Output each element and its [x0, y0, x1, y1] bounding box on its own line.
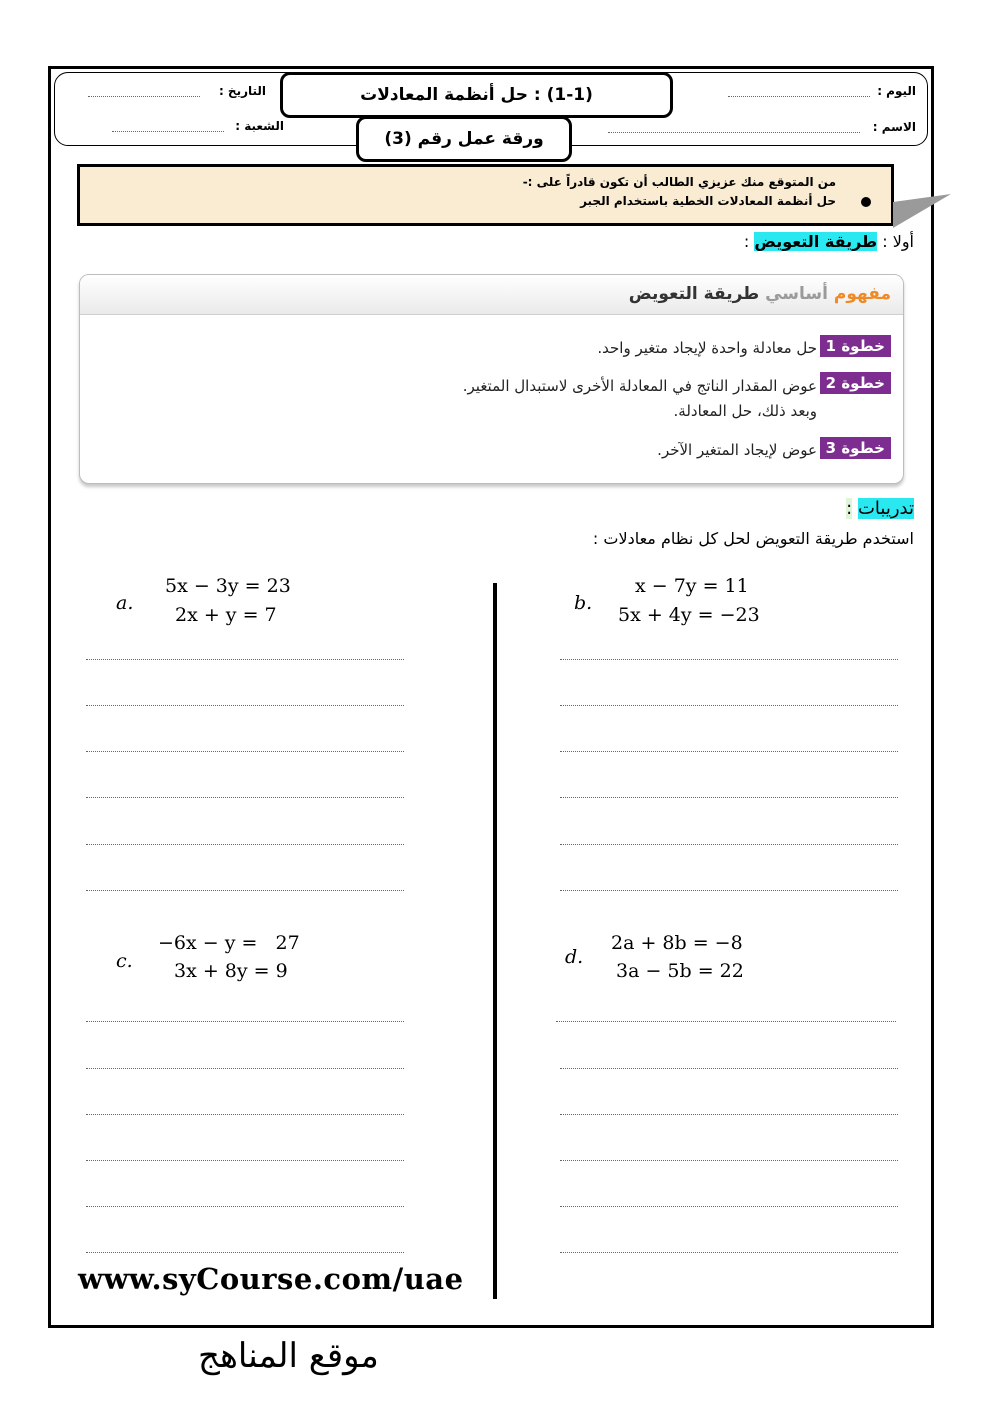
- section-prefix: أولا :: [882, 232, 914, 251]
- problem-b-label: b.: [574, 592, 593, 614]
- section-substitution-heading: [744, 232, 914, 251]
- problem-d-label: d.: [565, 946, 584, 968]
- problem-a-eq1: 5x − 3y = 23: [165, 575, 291, 597]
- problem-c-label: c.: [116, 950, 133, 972]
- answer-line[interactable]: [560, 1252, 898, 1253]
- answer-line[interactable]: [86, 1068, 404, 1069]
- worksheet-number: ورقة عمل رقم (3): [356, 116, 572, 162]
- answer-line[interactable]: [560, 1114, 898, 1115]
- answer-line[interactable]: [560, 1068, 898, 1069]
- answer-line[interactable]: [560, 1160, 898, 1161]
- key-concept-header: [80, 275, 903, 315]
- concept-title: طريقة التعويض: [628, 284, 760, 304]
- answer-line[interactable]: [560, 844, 898, 845]
- answer-line[interactable]: [560, 890, 898, 891]
- answer-line[interactable]: [86, 1206, 404, 1207]
- step-3-badge: خطوة 3: [820, 437, 891, 459]
- concept-word-2: أساسي: [765, 284, 828, 304]
- answer-line[interactable]: [86, 890, 404, 891]
- answer-line[interactable]: [560, 705, 898, 706]
- exercises-title: تدريبات: [857, 498, 914, 519]
- step-2-badge: خطوة 2: [820, 372, 891, 394]
- step-2-text-line-1: عوض المقدار الناتج في المعادلة الأخرى لاستبدال المتغير.: [462, 377, 817, 395]
- day-field[interactable]: [728, 96, 870, 97]
- footer-site-name: موقع المناهج: [198, 1336, 379, 1376]
- problem-c-eq1: −6x − y = 27: [158, 932, 300, 954]
- step-3-text: عوض لإيجاد المتغير الآخر.: [657, 441, 817, 459]
- lesson-title: (1-1) : حل أنظمة المعادلات: [280, 72, 673, 118]
- answer-line[interactable]: [556, 1021, 896, 1022]
- objective-pointer-shape: [893, 194, 951, 228]
- date-field[interactable]: [88, 96, 200, 97]
- name-field[interactable]: [608, 132, 860, 133]
- answer-line[interactable]: [86, 705, 404, 706]
- problem-a-label: a.: [116, 592, 134, 614]
- key-concept-box: [79, 274, 904, 484]
- exercises-heading: [846, 498, 914, 519]
- page-frame: [48, 66, 934, 1328]
- problem-b-eq1: x − 7y = 11: [635, 575, 749, 597]
- problem-b-eq2: 5x + 4y = −23: [618, 604, 760, 626]
- name-label: الاسم :: [872, 120, 916, 134]
- section-suffix: :: [743, 232, 750, 251]
- answer-line[interactable]: [86, 751, 404, 752]
- footer-url[interactable]: www.syCourse.com/uae: [78, 1262, 464, 1296]
- answer-line[interactable]: [86, 659, 404, 660]
- answer-line[interactable]: [560, 1206, 898, 1207]
- exercises-colon: :: [846, 498, 853, 519]
- problem-c-eq2: 3x + 8y = 9: [174, 960, 288, 982]
- answer-line[interactable]: [560, 751, 898, 752]
- answer-line[interactable]: [560, 797, 898, 798]
- answer-line[interactable]: [86, 1252, 404, 1253]
- step-2-text-line-2: وبعد ذلك، حل المعادلة.: [673, 402, 817, 420]
- step-1-text: حل معادلة واحدة لإيجاد متغير واحد.: [597, 339, 817, 357]
- answer-line[interactable]: [86, 797, 404, 798]
- day-label: اليوم :: [877, 84, 916, 98]
- answer-line[interactable]: [86, 1021, 404, 1022]
- objective-box: [77, 164, 894, 226]
- objective-item: حل أنظمة المعادلات الخطية باستخدام الجبر: [580, 194, 836, 208]
- section-label: الشعبة :: [235, 119, 284, 133]
- problem-a-eq2: 2x + y = 7: [175, 604, 277, 626]
- step-1-badge: خطوة 1: [820, 335, 891, 357]
- answer-line[interactable]: [86, 1114, 404, 1115]
- problem-d-eq2: 3a − 5b = 22: [616, 960, 744, 982]
- date-label: التاريخ :: [218, 84, 266, 98]
- bullet-icon: [861, 197, 871, 207]
- section-field[interactable]: [112, 131, 224, 132]
- answer-line[interactable]: [560, 659, 898, 660]
- section-title: طريقة التعويض: [754, 232, 878, 251]
- objective-intro: من المتوقع منك عزيزي الطالب أن تكون قادراً على :-: [522, 175, 836, 189]
- answer-line[interactable]: [86, 1160, 404, 1161]
- exercises-instruction: استخدم طريقة التعويض لحل كل نظام معادلات :: [592, 529, 914, 548]
- concept-word-1: مفهوم: [833, 284, 891, 304]
- problem-d-eq1: 2a + 8b = −8: [611, 932, 743, 954]
- column-divider: [493, 583, 497, 1299]
- answer-line[interactable]: [86, 844, 404, 845]
